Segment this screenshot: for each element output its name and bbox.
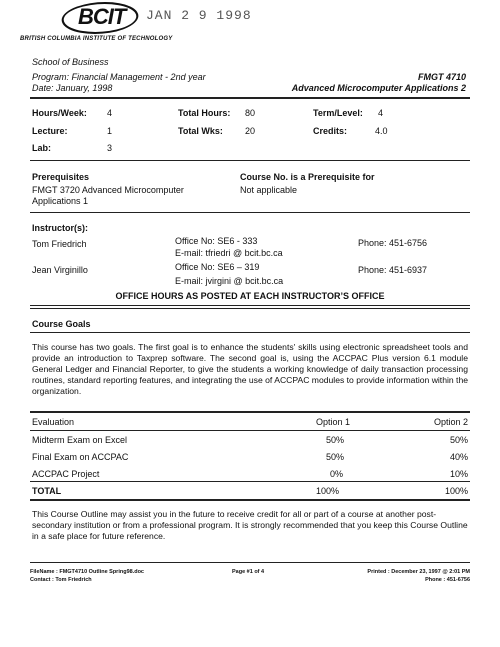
received-date-stamp: JAN 2 9 1998 — [146, 8, 252, 23]
goals-heading-divider — [30, 332, 470, 333]
footer-printed: Printed : December 23, 1997 @ 2:01 PM — [367, 569, 470, 575]
prerequisites-line-1: FMGT 3720 Advanced Microcomputer — [32, 185, 184, 195]
institute-name: BRITISH COLUMBIA INSTITUTE OF TECHNOLOGY — [20, 36, 173, 42]
option-2-value: 50% — [449, 435, 468, 445]
lecture-label: Lecture: — [32, 126, 68, 136]
total-wks-value: 20 — [245, 126, 256, 136]
prerequisites-divider — [30, 212, 470, 213]
footer-page: Page #1 of 4 — [232, 569, 265, 575]
course-outline-note: This Course Outline may assist you in the future to receive credit for all or part of a course at another post-secondary institution or from a professional program. It is strongly recommended that you keep this Course Outline in a safe place for future reference. — [32, 509, 468, 541]
instructors-heading: Instructor(s): — [32, 223, 88, 233]
course-title: Advanced Microcomputer Applications 2 — [291, 83, 466, 93]
evaluation-top-rule — [30, 411, 470, 413]
term-level-label: Term/Level: — [313, 108, 363, 118]
course-goals-text: This course has two goals. The first goal is to enhance the students' skills using electronic spreadsheet tools and provide an introduction to Taxprep software. The second goal is, using the ACCPAC Plus version 6.1 module General Ledger and Financial Reporter, to give the students a working knowledge of daily transaction processing routines, standard reporting features, and integrating the use of ACCPAC modules to provide information within the organization. — [32, 342, 468, 396]
hours-week-value: 4 — [107, 108, 113, 118]
instructor-phone: Phone: 451-6937 — [358, 265, 428, 275]
instructor-phone: Phone: 451-6756 — [358, 238, 428, 248]
option-2-header: Option 2 — [433, 417, 468, 427]
option-2-value: 10% — [449, 469, 468, 479]
evaluation-bottom-rule — [30, 499, 470, 501]
total-wks-label: Total Wks: — [178, 126, 223, 136]
option-2-value: 40% — [449, 452, 468, 462]
date-line: Date: January, 1998 — [32, 83, 113, 93]
bcit-logo: BCIT — [78, 4, 126, 29]
total-hours-value: 80 — [245, 108, 256, 118]
option-1-value: 50% — [326, 452, 345, 462]
footer-filename: FileName : FMGT4710 Outline Spring98.doc — [30, 569, 144, 575]
instructors-divider-2 — [30, 308, 470, 309]
hours-divider — [30, 160, 470, 161]
term-level-value: 4 — [378, 108, 384, 118]
instructor-name: Jean Virginillo — [32, 265, 88, 275]
evaluation-header: Evaluation — [32, 417, 75, 427]
credits-value: 4.0 — [375, 126, 388, 136]
footer-divider — [30, 562, 470, 563]
total-hours-label: Total Hours: — [178, 108, 231, 118]
program-line: Program: Financial Management - 2nd year — [32, 72, 206, 82]
instructor-office: Office No: SE6 - 333 — [175, 236, 258, 246]
credits-label: Credits: — [313, 126, 348, 136]
header-divider — [30, 97, 470, 99]
prerequisite-for-text: Not applicable — [240, 185, 298, 195]
hours-week-label: Hours/Week: — [32, 108, 87, 118]
option-2-total: 100% — [444, 486, 468, 496]
footer-phone: Phone : 451-6756 — [425, 577, 470, 583]
evaluation-item: ACCPAC Project — [32, 469, 100, 479]
instructor-email: E-mail: tfriedri @ bcit.bc.ca — [175, 248, 283, 258]
evaluation-header-rule — [30, 430, 470, 431]
instructor-name: Tom Friedrich — [32, 239, 87, 249]
option-1-value: 50% — [326, 435, 345, 445]
lab-value: 3 — [107, 143, 113, 153]
instructor-office: Office No: SE6 – 319 — [175, 262, 260, 272]
course-goals-heading: Course Goals — [32, 319, 91, 329]
lab-label: Lab: — [32, 143, 51, 153]
office-hours-note: OFFICE HOURS AS POSTED AT EACH INSTRUCTOR’S OFFICE — [115, 291, 385, 301]
instructors-divider — [30, 305, 470, 306]
course-code: FMGT 4710 — [417, 72, 466, 82]
evaluation-item: Final Exam on ACCPAC — [32, 452, 129, 462]
evaluation-total-rule — [30, 481, 470, 482]
footer-contact: Contact : Tom Friedrich — [30, 577, 92, 583]
total-label: TOTAL — [32, 486, 62, 496]
prerequisites-heading: Prerequisites — [32, 172, 90, 182]
evaluation-item: Midterm Exam on Excel — [32, 435, 128, 445]
instructor-email: E-mail: jvirgini @ bcit.bc.ca — [175, 276, 284, 286]
option-1-value: 0% — [330, 469, 344, 479]
prerequisites-line-2: Applications 1 — [32, 196, 89, 206]
option-1-total: 100% — [316, 486, 340, 496]
lecture-value: 1 — [107, 126, 113, 136]
option-1-header: Option 1 — [316, 417, 351, 427]
prerequisite-for-heading: Course No. is a Prerequisite for — [240, 172, 375, 182]
school-name: School of Business — [32, 57, 109, 67]
